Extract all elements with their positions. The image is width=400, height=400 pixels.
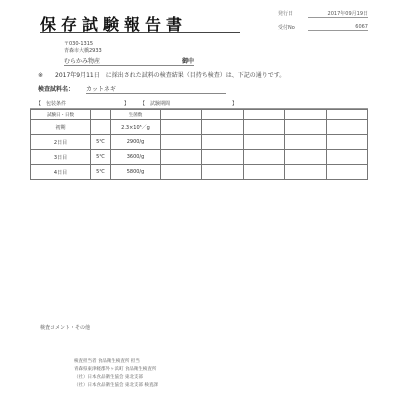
table-row: [31, 165, 368, 180]
row-empty: [243, 150, 284, 165]
test-period: 【 試験期間: [140, 101, 171, 107]
sample-name-text: カットネギ: [86, 86, 116, 93]
row-empty: [285, 150, 326, 165]
row-empty: [285, 135, 326, 150]
footer-line: （社）日本食品衛生協会 東北支部 検査課: [74, 383, 158, 388]
table-row: [31, 135, 368, 150]
table-row: [31, 150, 368, 165]
row-count: 5800/g: [111, 165, 161, 180]
row-empty: [161, 120, 202, 135]
reception-no-value: 6067: [308, 24, 368, 31]
row-empty: [326, 120, 367, 135]
row-day: 2日目: [31, 135, 91, 150]
row-empty: [326, 135, 367, 150]
row-day: 4日目: [31, 165, 91, 180]
footer-line: （社）日本食品衛生協会 東北支部: [74, 375, 143, 380]
row-day: 3日目: [31, 150, 91, 165]
row-empty: [326, 150, 367, 165]
packaging-condition-close: 】: [124, 101, 130, 107]
footer-line: 青森県東津軽郡外ヶ浜町 食品衛生検査所: [74, 367, 157, 372]
header-count: 生菌数: [111, 110, 161, 120]
row-empty: [161, 135, 202, 150]
packaging-condition: 【 包装条件: [36, 101, 67, 107]
comment-label: 検査コメント・その他: [40, 325, 91, 331]
intro-text: ※ 2017年9月11日 に採出された試料の検査結果（目持ち検査）は、下記の通りです。: [38, 72, 286, 79]
address: 青森市大橋2933: [64, 48, 102, 54]
row-empty: [202, 135, 243, 150]
row-temp: 5℃: [91, 135, 111, 150]
row-empty: [243, 165, 284, 180]
row-count: 2900/g: [111, 135, 161, 150]
row-empty: [243, 135, 284, 150]
row-temp: 5℃: [91, 165, 111, 180]
issue-date-value: 2017年09月19日: [308, 10, 368, 18]
row-empty: [202, 120, 243, 135]
row-temp: [91, 120, 111, 135]
row-temp: 5℃: [91, 150, 111, 165]
table-row: [31, 120, 368, 135]
header-empty: [243, 110, 284, 120]
postal-code: 〒030-1315: [64, 41, 94, 47]
row-empty: [161, 165, 202, 180]
client-name: [64, 56, 194, 66]
client-name-text: むらかみ物産: [64, 58, 101, 65]
row-count: 3600/g: [111, 150, 161, 165]
table-header-row: [31, 110, 368, 120]
report-title: 保存試験報告書: [40, 15, 188, 34]
row-empty: [202, 150, 243, 165]
header-empty: [202, 110, 243, 120]
header-temp: [91, 110, 111, 120]
row-empty: [202, 165, 243, 180]
honorific: 御中: [182, 58, 195, 65]
header-empty: [161, 110, 202, 120]
row-empty: [161, 150, 202, 165]
header-empty: [285, 110, 326, 120]
row-empty: [326, 165, 367, 180]
row-day: 初期: [31, 120, 91, 135]
test-period-close: 】: [232, 101, 238, 107]
header-empty: [326, 110, 367, 120]
title-underline: [40, 32, 240, 33]
footer-line: 検査担当者 食品衛生検査所 担当: [74, 359, 140, 364]
sample-name: [86, 84, 226, 94]
row-empty: [285, 120, 326, 135]
row-count: 2.3×10⁵／g: [111, 120, 161, 135]
reception-no-label: 受付No: [278, 25, 295, 31]
report-meta: [278, 8, 368, 35]
header-day: 試験日・日数: [31, 110, 91, 120]
row-empty: [243, 120, 284, 135]
issue-date-label: 発行日: [278, 11, 294, 17]
results-table: [30, 109, 368, 180]
row-empty: [285, 165, 326, 180]
sample-label: 検査試料名：: [38, 86, 75, 93]
